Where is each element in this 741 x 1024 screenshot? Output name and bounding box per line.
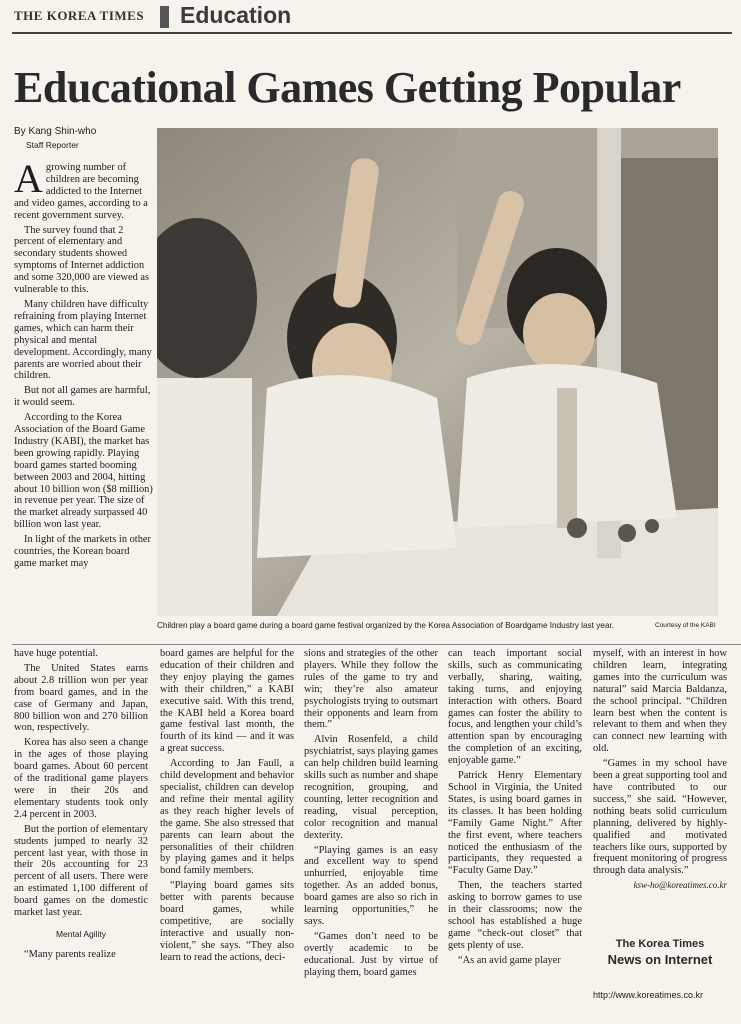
author-email: ksw-ho@koreatimes.co.kr xyxy=(633,880,727,891)
col3-paragraph-3: “Playing games is an easy and excellent way to spend unhurried, enjoyable time together. As an added bonus, board games are also so rich in learning opportunities,” he says. xyxy=(304,844,438,927)
col1-paragraph-3: Korea has also seen a change in the ages of those playing board games. About 60 percent of the traditional game players were in their 20s and elementary students took only 2.4 percent in 2003. xyxy=(14,737,148,820)
article-photo xyxy=(157,128,718,616)
promo-box xyxy=(595,938,725,967)
photo-credit: Courtesy of the KABI xyxy=(655,622,716,629)
body-column-4 xyxy=(448,648,582,970)
col1-paragraph-1: have huge potential. xyxy=(14,648,98,659)
col5-paragraph-1: myself, with an interest in how children learn, integrating games into the curriculum was natural” said Marcia Baldanza, the school principal. “Children learn best when the content is relevant to them and when they can connect new learning with old. xyxy=(593,648,727,755)
col1-paragraph-5: “Many parents realize xyxy=(24,948,116,960)
subhead-mental-agility: Mental Agility xyxy=(55,928,107,939)
col4-paragraph-4: “As an avid game player xyxy=(458,954,561,966)
lead-column xyxy=(14,156,154,573)
col3-paragraph-1: sions and strategies of the other players. While they follow the rules of the game to try and win; they’re also amateur psychologists trying to outsmart their opponents and learn from them.” xyxy=(304,648,438,731)
byline-role: Staff Reporter xyxy=(26,140,79,150)
section-label: Education xyxy=(180,2,292,28)
lead-paragraph-4: But not all games are harmful, it would seem. xyxy=(14,385,151,409)
headline: Educational Games Getting Popular xyxy=(14,63,681,112)
lead-paragraph-1 xyxy=(14,156,154,222)
section-marker-bar xyxy=(160,6,169,28)
col5-paragraph-2: “Games in my school have been a great supporting tool and have contributed to our success,” she said. “However, nothing beats solid curriculum planning, delivered by highly-qualified and motivated teachers like ours, supported by frequent monitoring of progress through data analysis.” xyxy=(593,758,727,877)
col4-paragraph-3: Then, the teachers started asking to borrow games to use in their classrooms; now the school has established a huge game “check-out closet” that gets plenty of use. xyxy=(448,880,582,951)
photo-caption: Children play a board game during a board game festival organized by the Korea Association of Boardgame Industry last year. xyxy=(157,621,614,630)
lead-paragraph-2: The survey found that 2 percent of elementary and secondary students showed symptoms of Internet addiction and some 320,000 are viewed as vulnerable to this. xyxy=(14,224,150,296)
newspaper-masthead: THE KOREA TIMES xyxy=(14,8,145,23)
col4-paragraph-1: can teach important social skills, such as communicating verbally, sharing, waiting, taking turns, and enjoying interaction with others. Board games can foster the ability to focus, and lengthen your child’s attention span by encouraging the completion of an exciting, enjoyable game.” xyxy=(448,648,582,767)
lead-paragraph-3: Many children have difficulty refraining from playing Internet games, which can harm their physical and mental development. Accordingly, many parents are worried about their children. xyxy=(14,298,152,382)
drop-cap: A xyxy=(14,156,43,201)
col2-paragraph-2: According to Jan Faull, a child development and behavior specialist, children can develop and refine their mental agility as they reach higher levels of the game. She also stressed that parents can learn about the personalities of their children by playing games and it helps bond family members. xyxy=(160,758,294,877)
column-top-rule xyxy=(12,644,741,645)
col2-paragraph-1: board games are helpful for the education of their children and they enjoy playing the games with their children,” a KABI executive said. With this trend, the KABI held a Korea board game festival last month, the fourth of its kind — and it was a great success. xyxy=(160,648,294,755)
body-column-1 xyxy=(14,648,148,964)
col1-paragraph-4: But the portion of elementary students jumped to nearly 32 percent last year, with those in their 20s accounting for 23 percent of all users. There were an estimated 1,100 different of board games on the domestic market last year. xyxy=(14,823,148,919)
col3-paragraph-2: Alvin Rosenfeld, a child psychiatrist, says playing games can help children build learning skills such as number and shape recognition, grouping, and counting, letter recognition and reading, visual perception, color recognition and manual dexterity. xyxy=(304,734,438,841)
col4-paragraph-2: Patrick Henry Elementary School in Virginia, the United States, is using board games in its classes. It has been holding “Family Game Night.” After the first event, where teachers noticed the enthusiasm of the participants, they requested a “Faculty Game Day.” xyxy=(448,770,582,877)
photo-children-playing-board-game xyxy=(157,128,718,616)
col3-paragraph-4: “Games don’t need to be overtly academic to be educational. Just by virtue of playing them, board games xyxy=(304,930,438,978)
top-rule xyxy=(12,32,732,34)
col1-paragraph-2: The United States earns about 2.8 trillion won per year from board games, and in the case of Germany and Japan, 800 billion won and 270 billion won, respectively. xyxy=(14,662,148,734)
body-column-3 xyxy=(304,648,438,981)
lead-paragraph-6: In light of the markets in other countries, the Korean board game market may xyxy=(14,534,151,569)
promo-url-link[interactable]: http://www.koreatimes.co.kr xyxy=(593,990,704,1000)
lead-paragraph-5: According to the Korea Association of the Board Game Industry (KABI), the market has been growing rapidly. Playing board games started booming between 2003 and 2004, hitting about 10 billion won ($8 million) in revenue per year. The size of the market already surpassed 40 billion won last year. xyxy=(14,412,153,531)
byline: By Kang Shin-who xyxy=(14,126,97,137)
lead-paragraph-1-text: growing number of children are becoming addicted to the Internet and video games, according to a recent government survey. xyxy=(14,162,148,221)
promo-paper-name: The Korea Times xyxy=(615,938,705,950)
body-column-5 xyxy=(593,648,727,895)
promo-tagline: News on Internet xyxy=(607,952,713,967)
body-column-2 xyxy=(160,648,294,967)
col2-paragraph-3: “Playing board games sits better with parents because board games, while competitive, are socially interactive and usually non-violent,” she says. “They also learn to read the actions, deci- xyxy=(160,880,294,963)
